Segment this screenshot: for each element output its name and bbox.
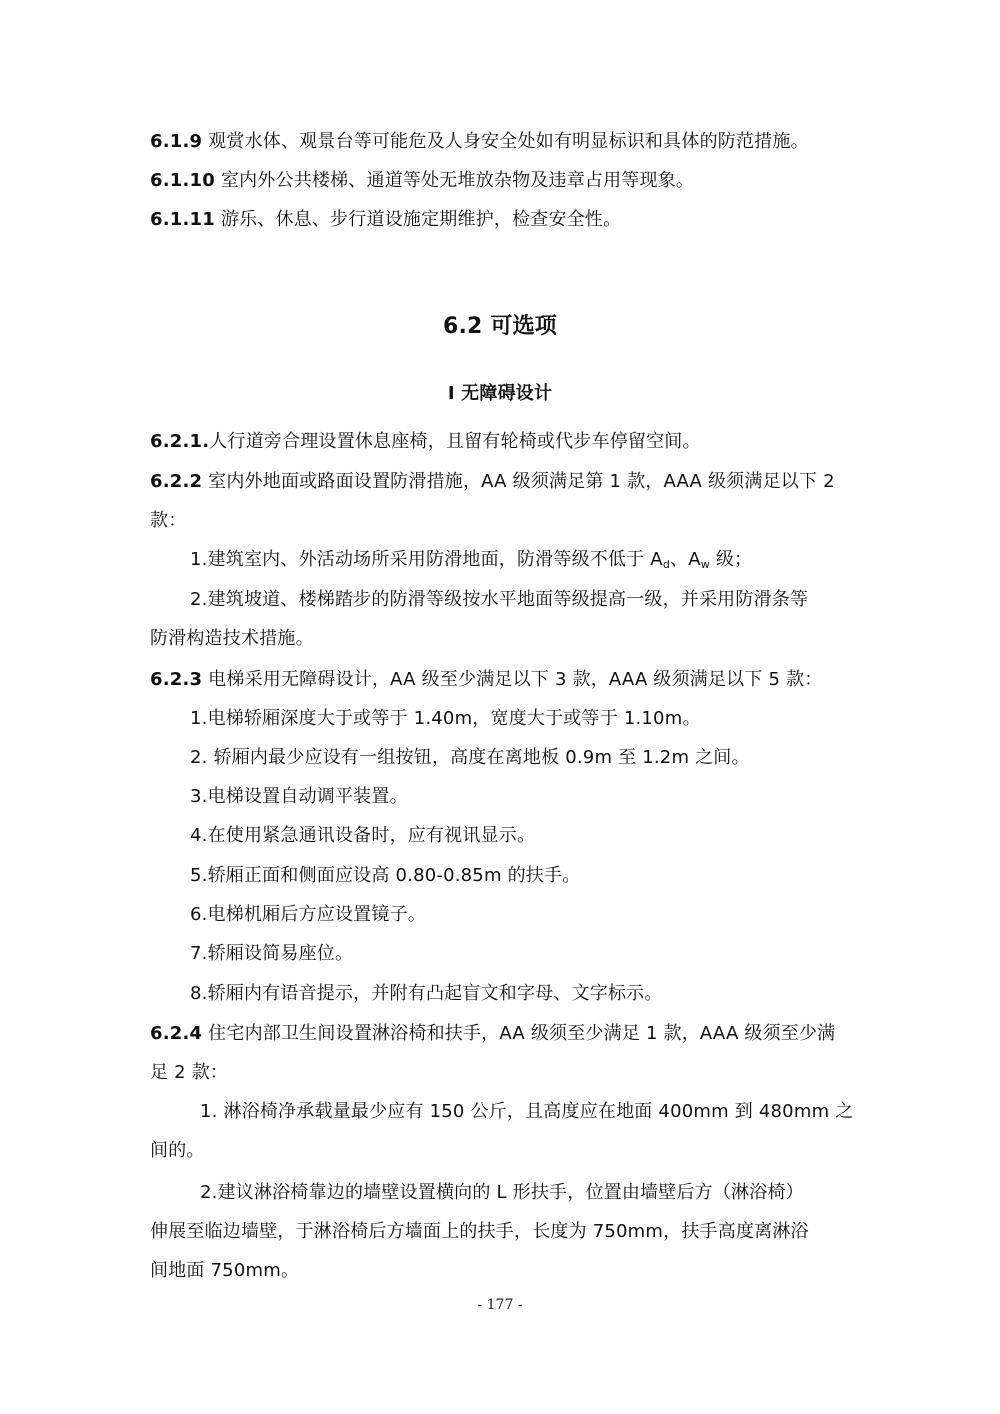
clause-text: 观赏水体、观景台等可能危及人身安全处如有明显标识和具体的防范措施。 [202,131,809,152]
list-item-continued: 防滑构造技术措施。 [150,628,314,649]
clause-6-2-3 [150,668,822,692]
list-item: 1.电梯轿厢深度大于或等于 1.40m，宽度大于或等于 1.10m。 [190,708,701,729]
clause-number: 6.1.10 [150,170,215,191]
item-text: 、A [670,549,701,570]
clause-text: 室内外公共楼梯、通道等处无堆放杂物及违章占用等现象。 [214,170,695,191]
clause-text: 人行道旁合理设置休息座椅，且留有轮椅或代步车停留空间。 [209,431,701,452]
clause-6-1-11 [150,208,621,232]
list-item: 2. 轿厢内最少应设有一组按钮，高度在离地板 0.9m 至 1.2m 之间。 [190,747,750,768]
clause-6-2-2 [150,470,835,494]
list-item: 1. 淋浴椅净承载量最少应有 150 公斤，且高度应在地面 400mm 到 480mm 之 [200,1101,854,1122]
clause-text-continued: 款： [150,510,187,531]
list-item-continued: 间地面 750mm。 [150,1260,300,1281]
page-number: - 177 - [477,1297,523,1313]
item-text: 1.建筑室内、外活动场所采用防滑地面，防滑等级不低于 A [190,549,663,570]
clause-6-2-1 [150,430,701,454]
list-item: 4.在使用紧急通讯设备时，应有视讯显示。 [190,825,536,846]
clause-text-continued: 足 2 款： [150,1062,229,1083]
subsection-title: I 无障碍设计 [447,383,553,404]
list-item [190,548,752,572]
list-item: 7.轿厢设简易座位。 [190,943,354,964]
clause-text: 住宅内部卫生间设置淋浴椅和扶手，AA 级须至少满足 1 款，AAA 级须至少满 [202,1023,836,1044]
list-item: 2.建筑坡道、楼梯踏步的防滑等级按水平地面等级提高一级，并采用防滑条等 [190,589,809,610]
clause-6-2-4 [150,1022,835,1046]
clause-text: 游乐、休息、步行道设施定期维护，检查安全性。 [214,209,622,230]
clause-number: 6.2.2 [150,471,203,492]
list-item-continued: 伸展至临边墙壁，于淋浴椅后方墙面上的扶手，长度为 750mm，扶手高度离淋浴 [150,1221,809,1242]
clause-6-1-10 [150,169,694,193]
list-item: 5.轿厢正面和侧面应设高 0.80-0.85m 的扶手。 [190,865,581,886]
list-item: 2.建议淋浴椅靠边的墙壁设置横向的 L 形扶手，位置由墙壁后方（淋浴椅） [200,1182,804,1203]
item-text: 级； [709,549,753,570]
list-item-continued: 间的。 [150,1140,205,1161]
list-item: 6.电梯机厢后方应设置镜子。 [190,904,426,925]
clause-number: 6.2.4 [150,1023,203,1044]
clause-number: 6.2.3 [150,669,203,690]
clause-text: 室内外地面或路面设置防滑措施，AA 级须满足第 1 款，AAA 级须满足以下 2 [202,471,835,492]
clause-text: 电梯采用无障碍设计，AA 级至少满足以下 3 款，AAA 级须满足以下 5 款： [202,669,823,690]
clause-number: 6.2.1. [150,431,210,452]
subscript: d [662,558,670,571]
subscript: w [700,558,710,571]
clause-number: 6.1.11 [150,209,215,230]
section-title: 6.2 可选项 [442,314,558,339]
list-item: 8.轿厢内有语音提示，并附有凸起盲文和字母、文字标示。 [190,983,663,1004]
clause-6-1-9 [150,130,809,154]
clause-number: 6.1.9 [150,131,203,152]
list-item: 3.电梯设置自动调平装置。 [190,786,408,807]
